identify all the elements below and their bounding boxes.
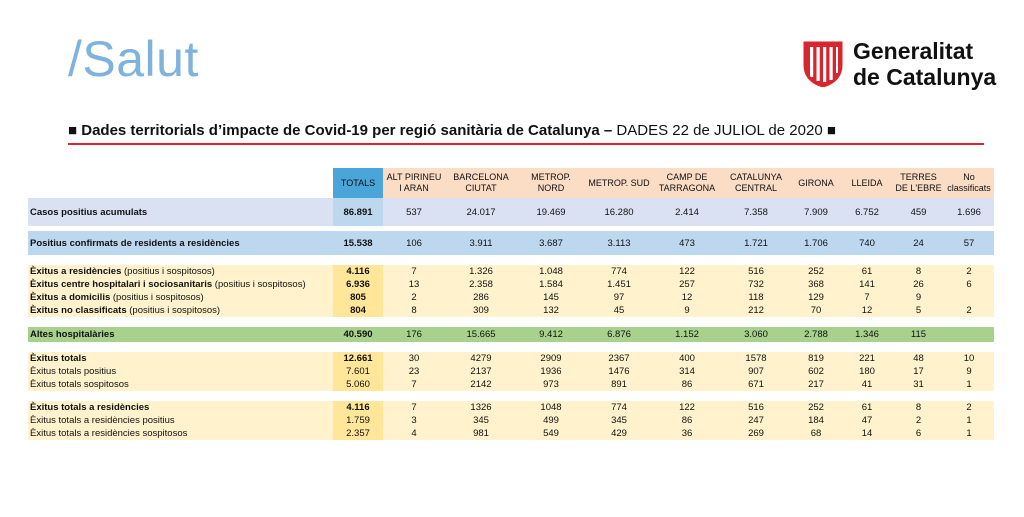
cell-value: 2909 xyxy=(517,352,585,365)
cell-value: 774 xyxy=(585,265,653,278)
cell-total: 805 xyxy=(333,291,383,304)
cell-value: 7.909 xyxy=(791,198,841,226)
cell-value: 973 xyxy=(517,378,585,391)
cell-value: 1 xyxy=(944,378,994,391)
cell-value: 221 xyxy=(841,352,893,365)
cell-value: 15.665 xyxy=(445,327,517,342)
column-header-region: METROP. SUD xyxy=(585,168,653,198)
cell-value: 516 xyxy=(721,265,791,278)
row-label xyxy=(28,198,333,226)
cell-value: 537 xyxy=(383,198,445,226)
cell-value: 368 xyxy=(791,278,841,291)
cell-value: 217 xyxy=(791,378,841,391)
cell-value: 2 xyxy=(944,304,994,317)
cell-value: 1936 xyxy=(517,365,585,378)
cell-value: 400 xyxy=(653,352,721,365)
column-header-region: METROP. NORD xyxy=(517,168,585,198)
cell-value: 252 xyxy=(791,265,841,278)
row-label-main: Positius confirmats de residents a residències xyxy=(30,237,240,249)
title-underline xyxy=(68,143,984,145)
column-header-region: CAMP DE TARRAGONA xyxy=(653,168,721,198)
cell-value: 473 xyxy=(653,231,721,255)
cell-value: 247 xyxy=(721,414,791,427)
row-label xyxy=(28,231,333,255)
cell-value: 1 xyxy=(944,427,994,440)
cell-value: 7 xyxy=(383,265,445,278)
cell-value xyxy=(944,327,994,342)
cell-value: 2.788 xyxy=(791,327,841,342)
row-label-sub: Èxitus totals a residències sospitosos xyxy=(30,428,188,439)
cell-value: 9.412 xyxy=(517,327,585,342)
row-label-main: Èxitus centre hospitalari i sociosanitaris xyxy=(30,279,213,290)
cell-value: 57 xyxy=(944,231,994,255)
cell-value xyxy=(944,291,994,304)
cell-value: 24.017 xyxy=(445,198,517,226)
cell-value: 3.060 xyxy=(721,327,791,342)
table-row xyxy=(28,291,994,304)
spacer-row xyxy=(28,317,994,327)
cell-value: 6 xyxy=(944,278,994,291)
column-header-totals: TOTALS xyxy=(333,168,383,198)
row-label-sub: (positius i sospitosos) xyxy=(121,266,215,277)
table-row xyxy=(28,198,994,226)
cell-value: 7 xyxy=(841,291,893,304)
cell-total: 5.060 xyxy=(333,378,383,391)
cell-value: 184 xyxy=(791,414,841,427)
table-row xyxy=(28,378,994,391)
row-label-sub: (positius i sospitosos) xyxy=(110,292,204,303)
cell-value: 2 xyxy=(383,291,445,304)
cell-value: 9 xyxy=(653,304,721,317)
cell-total: 804 xyxy=(333,304,383,317)
cell-value: 23 xyxy=(383,365,445,378)
cell-value: 9 xyxy=(893,291,944,304)
cell-value: 13 xyxy=(383,278,445,291)
cell-value: 1476 xyxy=(585,365,653,378)
cell-total: 2.357 xyxy=(333,427,383,440)
column-header-region: LLEIDA xyxy=(841,168,893,198)
cell-value: 106 xyxy=(383,231,445,255)
cell-value: 429 xyxy=(585,427,653,440)
cell-value: 129 xyxy=(791,291,841,304)
row-label xyxy=(28,352,333,365)
header-empty xyxy=(28,168,333,198)
cell-value: 2142 xyxy=(445,378,517,391)
table-row xyxy=(28,427,994,440)
cell-value: 7 xyxy=(383,401,445,414)
cell-value: 6 xyxy=(893,427,944,440)
cell-value: 516 xyxy=(721,401,791,414)
cell-value: 774 xyxy=(585,401,653,414)
table-row xyxy=(28,352,994,365)
cell-total: 15.538 xyxy=(333,231,383,255)
cell-value: 8 xyxy=(383,304,445,317)
cell-value: 17 xyxy=(893,365,944,378)
row-label-main: Èxitus a residències xyxy=(30,266,122,277)
cell-value: 12 xyxy=(841,304,893,317)
cell-value: 8 xyxy=(893,401,944,414)
row-label xyxy=(28,365,333,378)
cell-value: 12 xyxy=(653,291,721,304)
cell-value: 4 xyxy=(383,427,445,440)
row-label-main: Èxitus totals a residències xyxy=(30,402,150,413)
cell-value: 2.358 xyxy=(445,278,517,291)
cell-total: 4.116 xyxy=(333,265,383,278)
cell-value: 145 xyxy=(517,291,585,304)
title-bullet-end: ■ xyxy=(826,122,836,139)
cell-value: 26 xyxy=(893,278,944,291)
cell-total: 1.759 xyxy=(333,414,383,427)
cell-value: 16.280 xyxy=(585,198,653,226)
cell-value: 180 xyxy=(841,365,893,378)
cell-value: 1.152 xyxy=(653,327,721,342)
cell-value: 36 xyxy=(653,427,721,440)
cell-value: 671 xyxy=(721,378,791,391)
row-label xyxy=(28,414,333,427)
cell-value: 176 xyxy=(383,327,445,342)
cell-value: 10 xyxy=(944,352,994,365)
spacer-row xyxy=(28,391,994,401)
column-header-region: GIRONA xyxy=(791,168,841,198)
row-label xyxy=(28,304,333,317)
cell-value: 1.696 xyxy=(944,198,994,226)
cell-value: 2 xyxy=(944,265,994,278)
spacer-row xyxy=(28,255,994,265)
cell-value: 86 xyxy=(653,414,721,427)
cell-value: 86 xyxy=(653,378,721,391)
row-label xyxy=(28,401,333,414)
row-label-main: Èxitus totals xyxy=(30,353,87,364)
cell-value: 2.414 xyxy=(653,198,721,226)
cell-value: 819 xyxy=(791,352,841,365)
cell-value: 1 xyxy=(944,414,994,427)
cell-value: 740 xyxy=(841,231,893,255)
cell-value: 48 xyxy=(893,352,944,365)
cell-value: 7 xyxy=(383,378,445,391)
cell-value: 141 xyxy=(841,278,893,291)
spacer-row xyxy=(28,342,994,352)
table-row xyxy=(28,304,994,317)
cell-value: 41 xyxy=(841,378,893,391)
cell-value: 314 xyxy=(653,365,721,378)
cell-value: 269 xyxy=(721,427,791,440)
table-row xyxy=(28,231,994,255)
page-title xyxy=(68,122,984,139)
cell-value: 4279 xyxy=(445,352,517,365)
cell-value: 7.358 xyxy=(721,198,791,226)
cell-value: 97 xyxy=(585,291,653,304)
table-row xyxy=(28,365,994,378)
generalitat-logo xyxy=(803,38,996,90)
row-label-sub: (positius i sospitosos) xyxy=(126,305,221,316)
cell-value: 1.048 xyxy=(517,265,585,278)
table-row xyxy=(28,401,994,414)
cell-value: 115 xyxy=(893,327,944,342)
cell-value: 2 xyxy=(944,401,994,414)
cell-value: 1.346 xyxy=(841,327,893,342)
cell-value: 1.584 xyxy=(517,278,585,291)
cell-value: 2137 xyxy=(445,365,517,378)
cell-value: 122 xyxy=(653,265,721,278)
covid-data-table xyxy=(28,168,994,440)
cell-value: 549 xyxy=(517,427,585,440)
cell-value: 2 xyxy=(893,414,944,427)
cell-value: 907 xyxy=(721,365,791,378)
cell-value: 70 xyxy=(791,304,841,317)
cell-value: 47 xyxy=(841,414,893,427)
cell-value: 132 xyxy=(517,304,585,317)
cell-value: 14 xyxy=(841,427,893,440)
cell-value: 891 xyxy=(585,378,653,391)
row-label xyxy=(28,327,333,342)
logo-line-2: de Catalunya xyxy=(853,64,997,90)
column-header-region: BARCELONA CIUTAT xyxy=(445,168,517,198)
cell-value: 1.706 xyxy=(791,231,841,255)
cell-value: 1326 xyxy=(445,401,517,414)
column-header-region: ALT PIRINEU I ARAN xyxy=(383,168,445,198)
cell-value: 732 xyxy=(721,278,791,291)
cell-value: 19.469 xyxy=(517,198,585,226)
cell-value: 61 xyxy=(841,401,893,414)
row-label xyxy=(28,378,333,391)
cell-value: 499 xyxy=(517,414,585,427)
cell-value: 1.326 xyxy=(445,265,517,278)
row-label-sub: Èxitus totals a residències positius xyxy=(30,415,175,426)
cell-value: 1.721 xyxy=(721,231,791,255)
cell-value: 212 xyxy=(721,304,791,317)
column-header-region: TERRES DE L'EBRE xyxy=(893,168,944,198)
title-bullet: ■ xyxy=(68,122,78,139)
cell-value: 6.752 xyxy=(841,198,893,226)
cell-value: 602 xyxy=(791,365,841,378)
cell-value: 31 xyxy=(893,378,944,391)
cell-value: 68 xyxy=(791,427,841,440)
cell-value: 345 xyxy=(585,414,653,427)
column-header-region: No classificats xyxy=(944,168,994,198)
cell-value: 345 xyxy=(445,414,517,427)
cell-value: 252 xyxy=(791,401,841,414)
cell-value: 45 xyxy=(585,304,653,317)
cell-value: 286 xyxy=(445,291,517,304)
table-row xyxy=(28,414,994,427)
cell-value: 118 xyxy=(721,291,791,304)
cell-value: 30 xyxy=(383,352,445,365)
cell-total: 12.661 xyxy=(333,352,383,365)
title-main: Dades territorials d’impacte de Covid-19 per regió sanitària de Catalunya – xyxy=(81,122,613,139)
cell-total: 6.936 xyxy=(333,278,383,291)
cell-value: 309 xyxy=(445,304,517,317)
title-date: DADES 22 de JULIOL de 2020 xyxy=(616,122,823,139)
cell-value: 8 xyxy=(893,265,944,278)
row-label-main: Èxitus a domicilis xyxy=(30,292,111,303)
cell-value: 1578 xyxy=(721,352,791,365)
row-label-sub: (positius i sospitosos) xyxy=(212,279,306,290)
table-row xyxy=(28,278,994,291)
cell-value: 3 xyxy=(383,414,445,427)
row-label xyxy=(28,427,333,440)
cell-value: 3.113 xyxy=(585,231,653,255)
cell-value: 981 xyxy=(445,427,517,440)
row-label-sub: Èxitus totals positius xyxy=(30,366,117,377)
cell-total: 86.891 xyxy=(333,198,383,226)
logo-line-1: Generalitat xyxy=(853,38,974,64)
row-label-main: Altes hospitalàries xyxy=(30,329,115,340)
cell-value: 6.876 xyxy=(585,327,653,342)
cell-value: 3.687 xyxy=(517,231,585,255)
table-row xyxy=(28,327,994,342)
table-row xyxy=(28,265,994,278)
cell-value: 459 xyxy=(893,198,944,226)
row-label-sub: Èxitus totals sospitosos xyxy=(30,379,129,390)
row-label xyxy=(28,265,333,278)
row-label xyxy=(28,291,333,304)
cell-value: 257 xyxy=(653,278,721,291)
cell-total: 4.116 xyxy=(333,401,383,414)
cell-value: 122 xyxy=(653,401,721,414)
row-label xyxy=(28,278,333,291)
senyera-shield-icon xyxy=(803,41,843,87)
table-header-row xyxy=(28,168,994,198)
cell-value: 1048 xyxy=(517,401,585,414)
cell-value: 9 xyxy=(944,365,994,378)
cell-total: 7.601 xyxy=(333,365,383,378)
cell-value: 2367 xyxy=(585,352,653,365)
row-label-main: Casos positius acumulats xyxy=(30,206,148,218)
cell-value: 24 xyxy=(893,231,944,255)
cell-value: 1.451 xyxy=(585,278,653,291)
cell-value: 61 xyxy=(841,265,893,278)
salut-brand: /Salut xyxy=(68,31,199,87)
cell-value: 3.911 xyxy=(445,231,517,255)
row-label-main: Èxitus no classificats xyxy=(30,305,127,316)
cell-value: 5 xyxy=(893,304,944,317)
column-header-region: CATALUNYA CENTRAL xyxy=(721,168,791,198)
cell-total: 40.590 xyxy=(333,327,383,342)
